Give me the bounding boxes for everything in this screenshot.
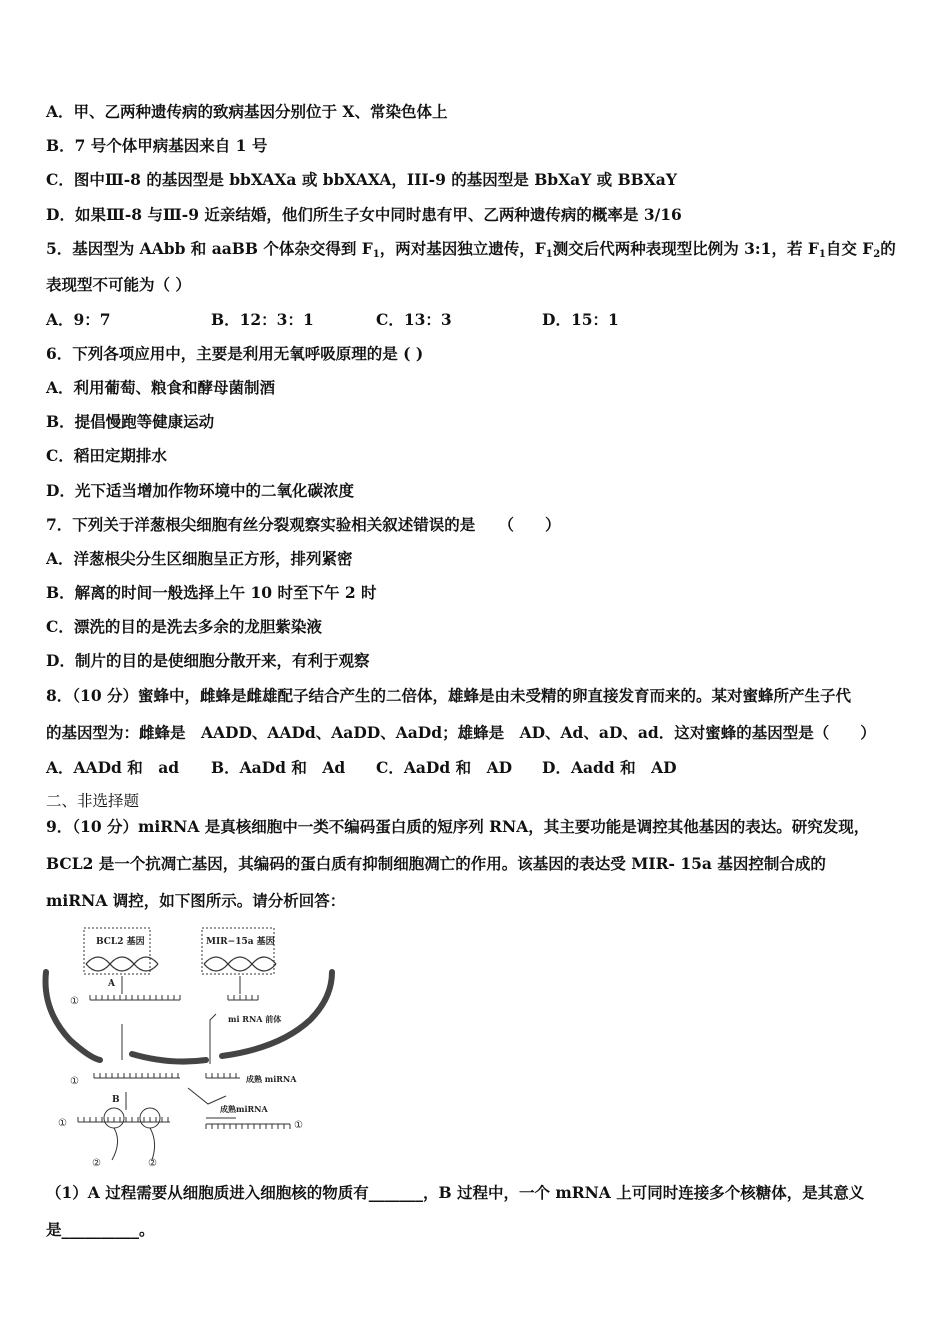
- q7-option-b: B．解离的时间一般选择上午 10 时至下午 2 时: [46, 583, 377, 602]
- q8-stem-line2: 的基因型为：雌蜂是 AADD、AADd、AaDD、AaDd；雄蜂是 AD、Ad、aD、ad．这对蜜蜂的基因型是（ ）: [46, 723, 876, 742]
- bcl2-dna-strand-1: [86, 957, 158, 971]
- q5-option-d: D．15：1: [542, 310, 619, 329]
- circle-1-label: ①: [70, 996, 79, 1007]
- arrow-precursor-down: [210, 1014, 216, 1064]
- q9-stem-line3: miRNA 调控，如下图所示。请分析回答：: [46, 891, 346, 910]
- q4-option-b: B．7 号个体甲病基因来自 1 号: [46, 136, 268, 155]
- q9-subquestion-1-line2: 是__________。: [46, 1220, 155, 1239]
- q8-option-a: A．AADd 和 ad: [46, 758, 180, 777]
- arrow-combine: [188, 1088, 226, 1104]
- bcl2-dna-strand-2: [86, 957, 158, 971]
- precursor-label: mi RNA 前体: [228, 1014, 282, 1024]
- circle-1-label-3: ①: [58, 1118, 67, 1129]
- bcl2-gene-box: [84, 928, 150, 974]
- q4-option-c: C．图中Ⅲ-8 的基因型是 bbXAXa 或 bbXAXA，III-9 的基因型是 BbXaY 或 BBXaY: [46, 170, 677, 189]
- mir15a-dna-strand-1: [204, 957, 276, 971]
- process-b-label: B: [112, 1095, 120, 1105]
- q5-stem-line1: 5．基因型为 AAbb 和 aaBB 个体杂交得到 $F_1$，两对基因独立遗传，$F_1$测交后代两种表现型比例为 3:1，若 $F_1$自交 $F_2$的: [46, 239, 896, 260]
- q8-option-c: C．AaDd 和 AD: [376, 758, 513, 777]
- q8-option-b: B．AaDd 和 Ad: [211, 758, 346, 777]
- q4-option-d: D．如果Ⅲ-8 与Ⅲ-9 近亲结婚，他们所生子女中同时患有甲、乙两种遗传病的概率是 3/16: [46, 205, 682, 224]
- mir15a-dna-strand-2: [204, 957, 276, 971]
- q8-stem-line1: 8．（10 分）蜜蜂中，雌蜂是雌雄配子结合产生的二倍体，雄蜂是由未受精的卵直接发育而来的。某对蜜蜂所产生子代: [46, 686, 852, 705]
- circle-1-label-2: ①: [70, 1076, 79, 1087]
- q5-option-c: C．13：3: [376, 310, 452, 329]
- circle-2-label-2: ②: [148, 1158, 157, 1169]
- polypeptide-1: [112, 1128, 118, 1160]
- q4-option-a: A．甲、乙两种遗传病的致病基因分别位于 X、常染色体上: [46, 102, 448, 121]
- mature-mirna-label-1: 成熟 miRNA: [246, 1074, 297, 1084]
- bcl2-gene-label: BCL2 基因: [96, 937, 145, 947]
- q6-stem: 6．下列各项应用中，主要是利用无氧呼吸原理的是 ( ): [46, 344, 424, 363]
- q9-subquestion-1-line1: （1）A 过程需要从细胞质进入细胞核的物质有_______，B 过程中，一个 mRNA 上可同时连接多个核糖体，是其意义: [46, 1183, 865, 1202]
- circle-1-label-4: ①: [294, 1120, 303, 1131]
- circle-2-label-1: ②: [92, 1158, 101, 1169]
- mature-mirna-label-2: 成熟miRNA: [220, 1104, 268, 1114]
- mir15a-gene-label: MIR−15a 基因: [206, 937, 275, 947]
- polypeptide-2: [150, 1128, 155, 1160]
- q5-stem-line2: 表现型不可能为（ ）: [46, 275, 191, 294]
- q7-option-c: C．漂洗的目的是洗去多余的龙胆紫染液: [46, 617, 322, 636]
- q7-option-d: D．制片的目的是使细胞分散开来，有利于观察: [46, 651, 370, 670]
- q9-stem-line1: 9．（10 分）miRNA 是真核细胞中一类不编码蛋白质的短序列 RNA，其主要功能是调控其他基因的表达。研究发现，: [46, 817, 870, 836]
- nuclear-membrane-left: [46, 972, 101, 1060]
- mir15a-gene-box: [202, 928, 274, 974]
- q6-option-b: B．提倡慢跑等健康运动: [46, 412, 215, 431]
- process-a-label: A: [108, 979, 115, 989]
- q5-option-b: B．12：3：1: [211, 310, 314, 329]
- mirna-regulation-figure: [40, 920, 340, 1170]
- q6-option-a: A．利用葡萄、粮食和酵母菌制酒: [46, 378, 276, 397]
- q6-option-c: C．稻田定期排水: [46, 446, 167, 465]
- q8-options: [46, 758, 677, 778]
- nuclear-membrane-bottom: [132, 1054, 206, 1062]
- q5-options: [46, 310, 619, 330]
- section-heading: 二、非选择题: [46, 792, 140, 810]
- q8-option-d: D．Aadd 和 AD: [542, 758, 677, 777]
- q6-option-d: D．光下适当增加作物环境中的二氧化碳浓度: [46, 481, 354, 500]
- q9-stem-line2: BCL2 是一个抗凋亡基因，其编码的蛋白质有抑制细胞凋亡的作用。该基因的表达受 MIR- 15a 基因控制合成的: [46, 854, 826, 873]
- q7-option-a: A．洋葱根尖分生区细胞呈正方形，排列紧密: [46, 549, 353, 568]
- q7-stem: 7．下列关于洋葱根尖细胞有丝分裂观察实验相关叙述错误的是 （ ）: [46, 515, 561, 534]
- q5-option-a: A．9：7: [46, 310, 111, 329]
- figure-svg: [40, 920, 340, 1170]
